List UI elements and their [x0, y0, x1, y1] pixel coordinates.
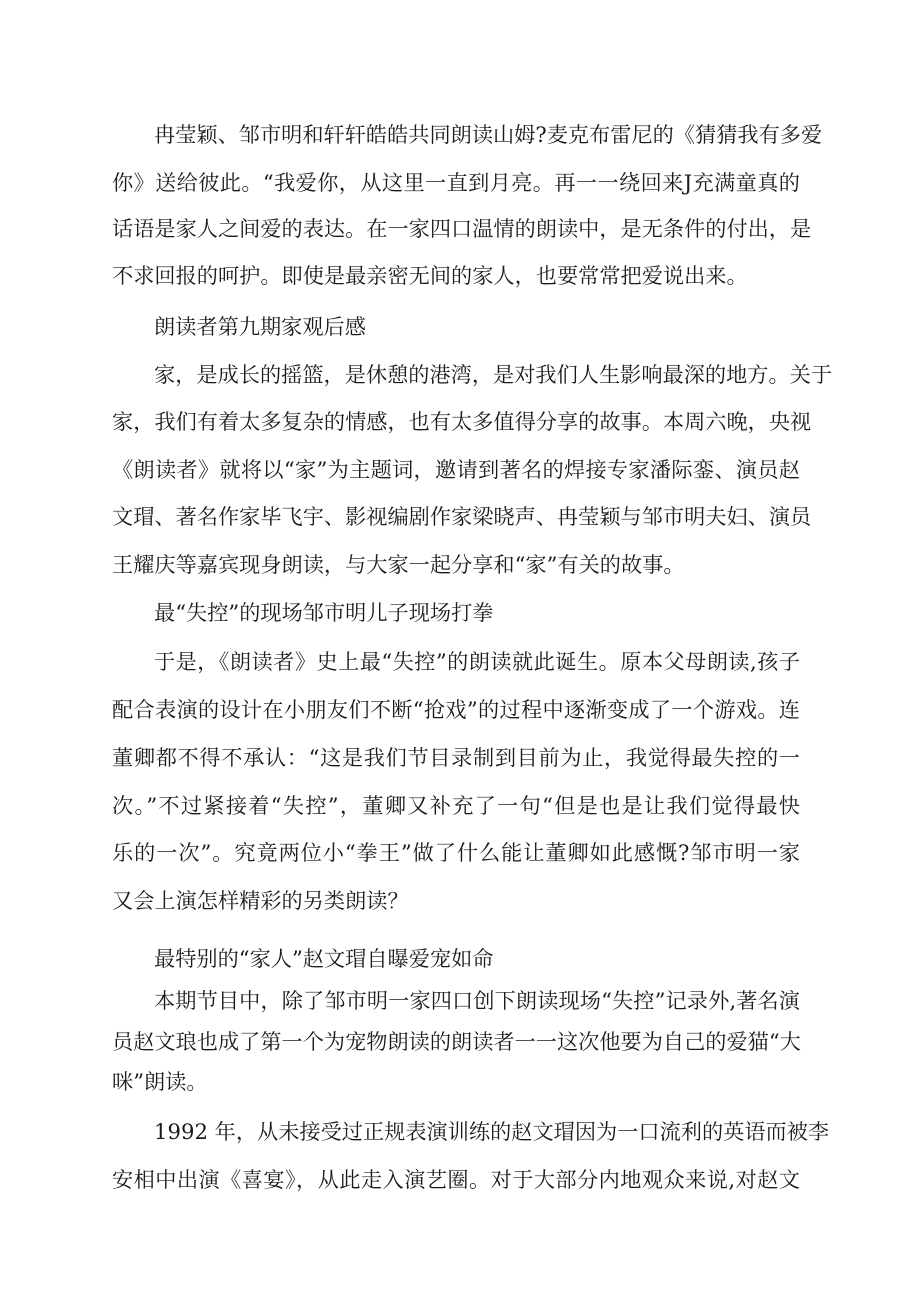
paragraph-5-line-2: 安相中出演《喜宴》，从此走入演艺圈。对于大部分内地观众来说,对赵文	[112, 1167, 800, 1192]
paragraph-4-line-1: 本期节目中，除了邹市明一家四口创下朗读现场“失控”记录外,著名演	[154, 988, 800, 1013]
paragraph-3-line-3: 董卿都不得不承认：“这是我们节目录制到目前为止，我觉得最失控的一	[112, 745, 800, 770]
paragraph-3-line-6: 又会上演怎样精彩的另类朗读？	[112, 888, 409, 913]
paragraph-4-line-3: 咪”朗读。	[112, 1069, 208, 1094]
paragraph-5-line-1: 1992 年，从未接受过正规表演训练的赵文瑁因为一口流利的英语而被李	[154, 1119, 830, 1144]
paragraph-1-line-2: 你》送给彼此。“我爱你，从这里一直到月亮。再一一绕回来J充满童真的	[112, 170, 800, 195]
paragraph-2-line-2: 家，我们有着太多复杂的情感，也有太多值得分享的故事。本周六晚，央视	[112, 409, 812, 434]
paragraph-2-line-3: 《朗读者》就将以“家”为主题词，邀请到著名的焊接专家潘际銮、演员赵	[112, 457, 800, 482]
paragraph-1-line-3: 话语是家人之间爱的表达。在一家四口温情的朗读中，是无条件的付出，是	[112, 216, 812, 241]
paragraph-3-line-2: 配合表演的设计在小朋友们不断“抢戏”的过程中逐渐变成了一个游戏。连	[112, 697, 800, 722]
paragraph-1-line-4: 不求回报的呵护。即使是最亲密无间的家人，也要常常把爱说出来。	[112, 263, 748, 288]
paragraph-2-line-4: 文瑁、著名作家毕飞宇、影视编剧作家梁晓声、冉莹颖与邹市明夫妇、演员	[112, 504, 812, 529]
paragraph-3-line-1: 于是，《朗读者》史上最“失控”的朗读就此诞生。原本父母朗读,孩子	[154, 649, 800, 674]
paragraph-1-line-1: 冉莹颖、邹市明和轩轩皓皓共同朗读山姆?麦克布雷尼的《猜猜我有多爱	[154, 122, 823, 147]
paragraph-3-line-4: 次。”不过紧接着“失控”，董卿又补充了一句“但是也是让我们觉得最快	[112, 793, 800, 818]
paragraph-4-line-2: 员赵文琅也成了第一个为宠物朗读的朗读者一一这次他要为自己的爱猫“大	[112, 1029, 801, 1054]
section-heading-3: 最特别的“家人”赵文瑁自曝爱宠如命	[154, 946, 494, 971]
section-heading-1: 朗读者第九期家观后感	[154, 314, 366, 339]
paragraph-2-line-1: 家，是成长的摇篮，是休憩的港湾，是对我们人生影响最深的地方。关于	[154, 362, 833, 387]
section-heading-2: 最“失控”的现场邹市明儿子现场打拳	[154, 600, 494, 625]
paragraph-3-line-5: 乐的一次”。究竟两位小“拳王”做了什么能让董卿如此感慨?邹市明一家	[112, 840, 800, 865]
paragraph-2-line-5: 王耀庆等嘉宾现身朗读，与大家一起分享和“家”有关的故事。	[112, 552, 685, 577]
